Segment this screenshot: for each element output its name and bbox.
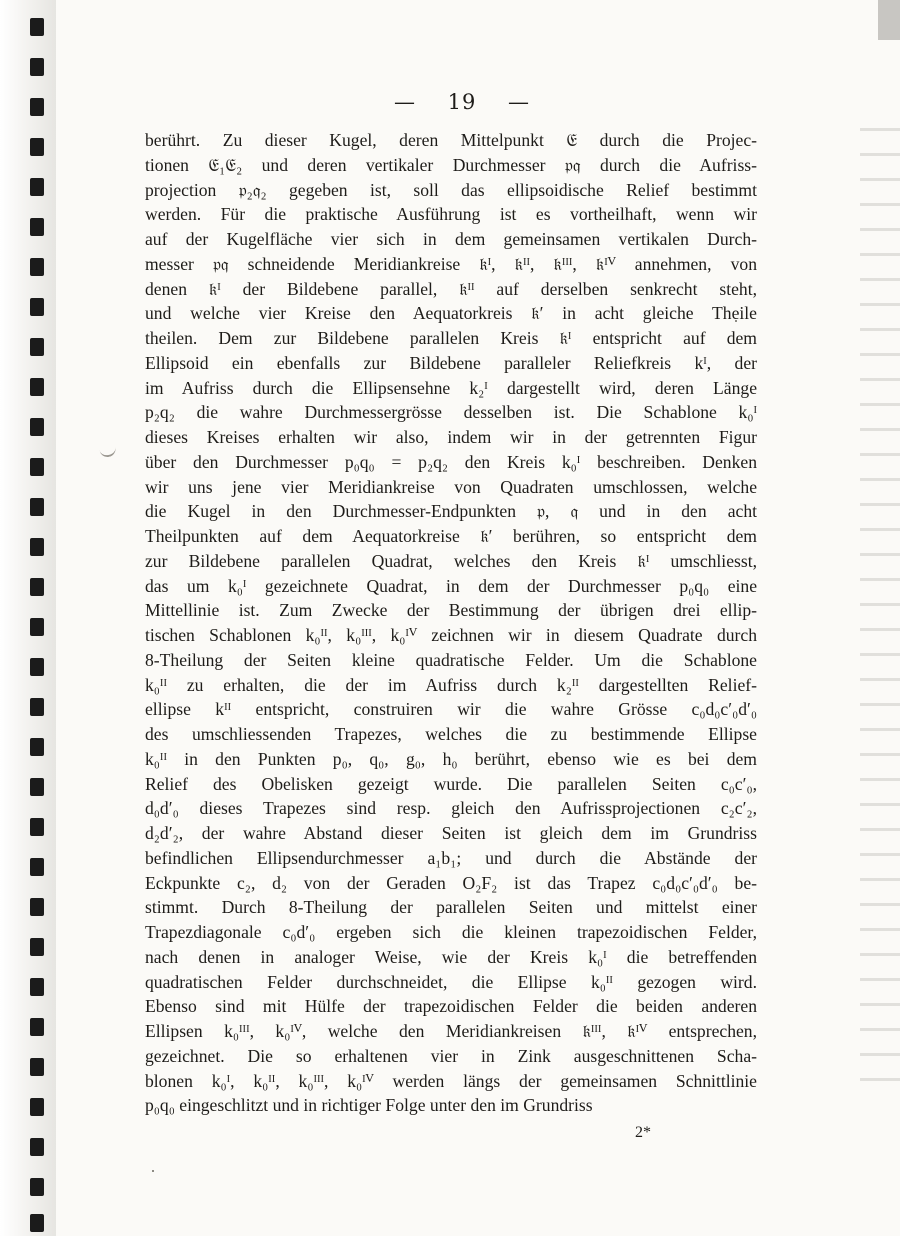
text-line: nach denen in analoger Weise, wie der Kreis k₀ᴵ die betreffenden <box>145 946 757 967</box>
binding-hole <box>30 1018 44 1036</box>
bleed-through-text <box>860 110 900 1090</box>
page-header <box>0 90 900 114</box>
binding-hole <box>30 418 44 436</box>
text-line: Relief des Obelisken gezeigt wurde. Die parallelen Seiten c₀c′₀, <box>145 773 757 794</box>
binding-hole <box>30 818 44 836</box>
binding-hole <box>30 298 44 316</box>
binding-hole <box>30 338 44 356</box>
text-line: p₀q₀ eingeschlitzt und in richtiger Folge unter den im Grundriss <box>145 1095 593 1116</box>
text-line: das um k₀ᴵ gezeichnete Quadrat, in dem der Durchmesser p₀q₀ eine <box>145 575 757 596</box>
header-dash-right: — <box>508 90 531 114</box>
text-line: stimmt. Durch 8-Theilung der parallelen Seiten und mittelst einer <box>145 897 757 918</box>
text-line: auf der Kugelfläche vier sich in dem gemeinsamen vertikalen Durch- <box>145 229 757 249</box>
text-line: ellipse kᴵᴵ entspricht, construiren wir die wahre Grösse c₀d₀c′₀d′₀ <box>145 699 757 720</box>
text-line: tionen 𝔈₁𝔈₂ und deren vertikaler Durchmesser 𝔭𝔮 durch die Aufriss- <box>145 154 757 175</box>
binding-hole <box>30 1098 44 1116</box>
text-line: Eckpunkte c₂, d₂ von der Geraden O₂F₂ ist das Trapez c₀d₀c′₀d′₀ be- <box>145 872 757 893</box>
text-line: berührt. Zu dieser Kugel, deren Mittelpunkt 𝔈 durch die Projec- <box>145 130 757 150</box>
binding-hole <box>30 58 44 76</box>
binding-hole <box>30 1138 44 1156</box>
binding-hole <box>30 498 44 516</box>
binding-hole <box>30 898 44 916</box>
text-line: Ellipsen k₀ᴵᴵᴵ, k₀ᴵⱽ, welche den Meridiankreisen 𝔨ᴵᴵᴵ, 𝔨ᴵⱽ entsprechen, <box>145 1021 757 1041</box>
text-line: befindlichen Ellipsendurchmesser a₁b₁; und durch die Abstände der <box>145 847 757 868</box>
text-line: werden. Für die praktische Ausführung ist es vortheilhaft, wenn wir <box>145 204 757 225</box>
text-line: Ellipsoid ein ebenfalls zur Bildebene paralleler Reliefkreis kᴵ, der <box>145 352 757 373</box>
text-line: Ebenso sind mit Hülfe der trapezoidischen Felder die beiden anderen <box>145 996 757 1017</box>
binding-hole <box>30 378 44 396</box>
text-line: Mittellinie ist. Zum Zwecke der Bestimmung der übrigen drei ellip- <box>145 600 757 621</box>
page-number: 19 <box>447 90 477 114</box>
text-line: gezeichnet. Die so erhaltenen vier in Zink ausgeschnittenen Scha- <box>145 1045 757 1066</box>
text-line: projection 𝔭₂𝔮₂ gegeben ist, soll das ellipsoidische Relief bestimmt <box>145 179 757 200</box>
text-line: k₀ᴵᴵ in den Punkten p₀, q₀, g₀, h₀ berührt, ebenso wie es bei dem <box>145 748 757 769</box>
text-line: Theilpunkten auf dem Aequatorkreise 𝔨′ berühren, so entspricht dem <box>145 526 757 546</box>
binding-hole <box>30 18 44 36</box>
text-line: Trapezdiagonale c₀d′₀ ergeben sich die kleinen trapezoidischen Felder, <box>145 922 757 942</box>
text-line: k₀ᴵᴵ zu erhalten, die der im Aufriss durch k₂ᴵᴵ dargestellten Relief- <box>145 674 757 695</box>
binding-hole <box>30 858 44 876</box>
text-line: über den Durchmesser p₀q₀ = p₂q₂ den Kreis k₀ᴵ beschreiben. Denken <box>145 451 757 472</box>
text-line: 8-Theilung der Seiten kleine quadratische Felder. Um die Schablone <box>145 649 757 670</box>
signature-mark: 2* <box>635 1124 651 1141</box>
text-line: theilen. Dem zur Bildebene parallelen Kreis 𝔨ᴵ entspricht auf dem <box>145 328 757 348</box>
binding-hole <box>30 1214 44 1232</box>
spiral-binding <box>0 0 56 1236</box>
binding-hole <box>30 218 44 236</box>
paper-speck <box>152 1170 154 1172</box>
binding-hole <box>30 938 44 956</box>
binding-hole <box>30 978 44 996</box>
binding-hole <box>30 458 44 476</box>
text-line: d₂d′₂, der wahre Abstand dieser Seiten ist gleich dem im Grundriss <box>145 823 757 843</box>
binding-hole <box>30 538 44 556</box>
binding-hole <box>30 658 44 676</box>
binding-hole <box>30 618 44 636</box>
page-corner-shadow <box>878 0 900 40</box>
text-line: die Kugel in den Durchmesser-Endpunkten 𝔭, 𝔮 und in den acht <box>145 501 757 522</box>
binding-hole <box>30 138 44 156</box>
text-line: messer 𝔭𝔮 schneidende Meridiankreise 𝔨ᴵ, 𝔨ᴵᴵ, 𝔨ᴵᴵᴵ, 𝔨ᴵⱽ annehmen, von <box>145 253 757 274</box>
binding-hole <box>30 738 44 756</box>
binding-hole <box>30 698 44 716</box>
binding-hole <box>30 778 44 796</box>
binding-hole <box>30 1058 44 1076</box>
binding-hole <box>30 1178 44 1196</box>
text-line: p₂q₂ die wahre Durchmessergrösse desselben ist. Die Schablone k₀ᴵ <box>145 402 757 423</box>
text-line: quadratischen Felder durchschneidet, die Ellipse k₀ᴵᴵ gezogen wird. <box>145 971 757 992</box>
text-line: blonen k₀ᴵ, k₀ᴵᴵ, k₀ᴵᴵᴵ, k₀ᴵⱽ werden längs der gemeinsamen Schnittlinie <box>145 1070 757 1091</box>
body-text <box>145 128 757 1118</box>
text-line: tischen Schablonen k₀ᴵᴵ, k₀ᴵᴵᴵ, k₀ᴵⱽ zeichnen wir in diesem Quadrate durch <box>145 625 757 645</box>
text-line: zur Bildebene parallelen Quadrat, welches den Kreis 𝔨ᴵ umschliesst, <box>145 550 757 571</box>
header-dash-left: — <box>393 90 416 114</box>
text-line: wir uns jene vier Meridiankreise von Quadraten umschlossen, welche <box>145 476 757 497</box>
binding-hole <box>30 258 44 276</box>
text-line: dieses Kreises erhalten wir also, indem wir in der getrennten Figur <box>145 427 757 447</box>
text-line: des umschliessenden Trapezes, welches die zu bestimmende Ellipse <box>145 724 757 744</box>
text-line: und welche vier Kreise den Aequatorkreis 𝔨′ in acht gleiche Theile <box>145 303 757 324</box>
text-line: d₀d′₀ dieses Trapezes sind resp. gleich den Aufrissprojectionen c₂c′₂, <box>145 798 757 819</box>
text-line: denen 𝔨ᴵ der Bildebene parallel, 𝔨ᴵᴵ auf derselben senkrecht steht, <box>145 278 757 299</box>
binding-hole <box>30 178 44 196</box>
text-line: im Aufriss durch die Ellipsensehne k₂ᴵ dargestellt wird, deren Länge <box>145 377 757 398</box>
pencil-mark <box>99 446 116 459</box>
binding-hole <box>30 578 44 596</box>
